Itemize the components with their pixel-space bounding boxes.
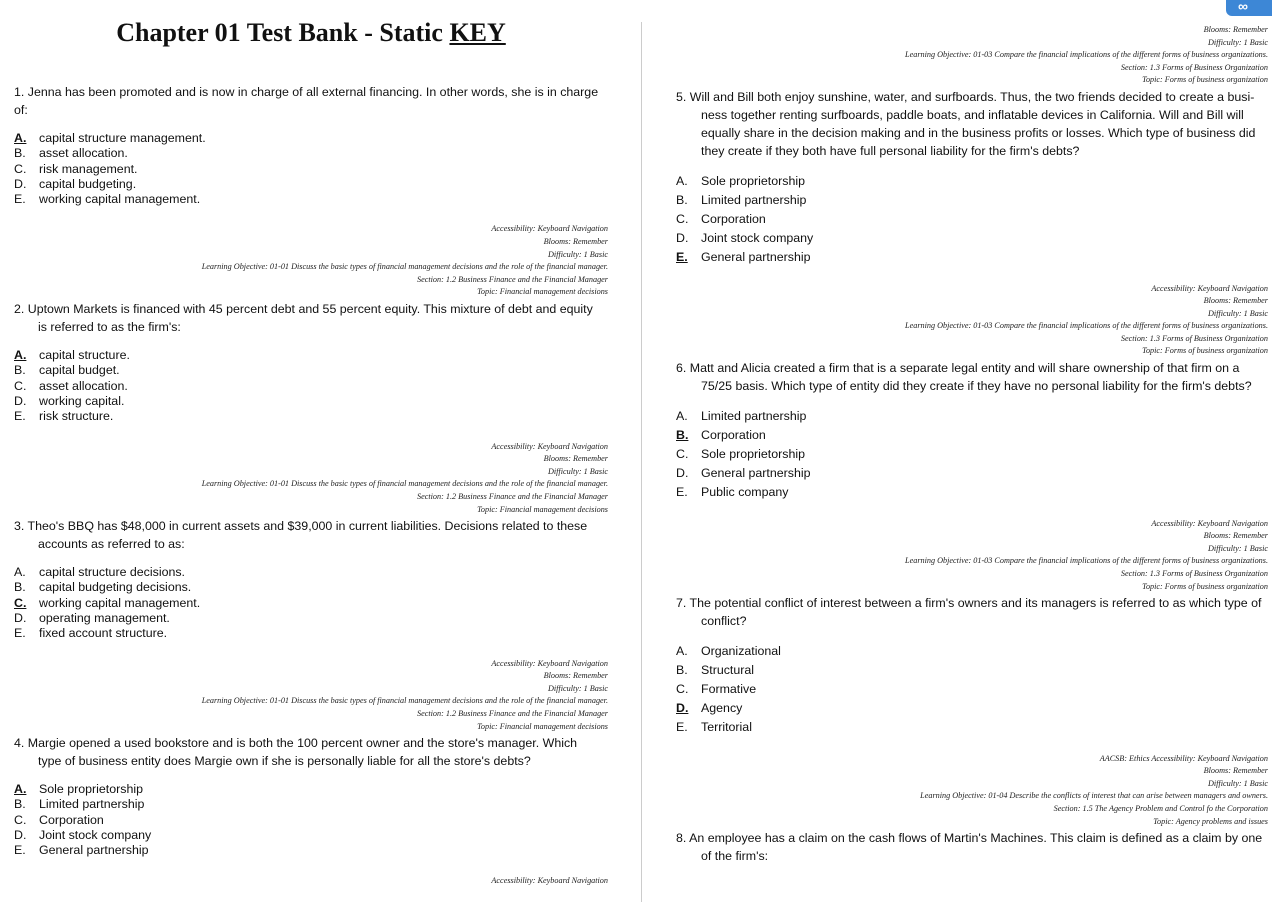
meta-line: Accessibility: Keyboard Navigation <box>491 224 608 234</box>
answer-option <box>14 363 608 378</box>
question-meta <box>14 875 608 888</box>
option-letter: E. <box>676 484 688 499</box>
option-text: Sole proprietorship <box>39 782 144 797</box>
option-text: Structural <box>701 663 755 678</box>
answer-option <box>676 661 1268 680</box>
meta-line: Topic: Forms of business organization <box>1142 75 1268 85</box>
question-text-continued: is referred to as the firm's: <box>38 320 181 335</box>
question-meta <box>676 24 1268 87</box>
question <box>14 83 608 119</box>
option-letter: D. <box>14 393 27 408</box>
answer-option <box>676 191 1268 210</box>
correct-answer-letter: A. <box>14 131 27 145</box>
right-column <box>676 24 1268 865</box>
option-text: capital structure decisions. <box>39 565 186 580</box>
option-letter: B. <box>676 192 688 207</box>
meta-line: Learning Objective: 01-01 Discuss the basic types of financial management decisions and the role of the financial manager. <box>201 696 608 706</box>
answer-options <box>676 172 1268 267</box>
meta-line: Topic: Agency problems and issues <box>1153 816 1268 826</box>
question <box>676 829 1268 865</box>
option-text: Joint stock company <box>39 828 152 843</box>
answer-option <box>14 162 608 177</box>
meta-line: Section: 1.3 Forms of Business Organization <box>1120 333 1268 343</box>
cloud-icon: ∞ <box>1238 0 1248 14</box>
meta-line: AACSB: Ethics Accessibility: Keyboard Navigation <box>1099 753 1268 763</box>
option-letter: B. <box>14 580 26 595</box>
option-letter: D. <box>14 176 27 191</box>
option-text: Public company <box>701 484 789 499</box>
option-letter: D. <box>14 610 27 625</box>
answer-option <box>14 580 608 595</box>
option-text: working capital. <box>39 393 125 408</box>
answer-option <box>14 596 608 611</box>
meta-line: Section: 1.3 Forms of Business Organization <box>1120 62 1268 72</box>
answer-option <box>676 426 1268 445</box>
question-text: 1. Jenna has been promoted and is now in charge of all external financing. In other words, she is in charge of: <box>14 85 599 117</box>
answer-option <box>14 626 608 641</box>
question <box>14 517 608 553</box>
answer-option <box>676 680 1268 699</box>
question-text: 5. Will and Bill both enjoy sunshine, water, and surfboards. Thus, the two friends decided to create a busi- <box>676 89 1255 104</box>
answer-option <box>14 394 608 409</box>
option-text: capital structure. <box>39 348 130 363</box>
option-letter: C. <box>14 812 27 827</box>
meta-line: Blooms: Remember <box>1203 296 1268 306</box>
badge-corner[interactable] <box>1226 0 1272 16</box>
answer-option <box>676 642 1268 661</box>
option-text: working capital management. <box>39 192 201 207</box>
question <box>676 594 1268 630</box>
meta-line: Learning Objective: 01-03 Compare the financial implications of the different forms of business organizations. <box>905 321 1268 331</box>
meta-line: Difficulty: 1 Basic <box>1207 778 1268 788</box>
question <box>14 300 608 336</box>
option-letter: E. <box>676 719 688 734</box>
option-text: Corporation <box>39 812 104 827</box>
option-text: Formative <box>701 681 757 696</box>
correct-answer-letter: A. <box>14 782 27 797</box>
option-letter: A. <box>676 644 688 659</box>
question-meta <box>14 658 608 734</box>
answer-option <box>14 797 608 812</box>
answer-options <box>14 565 608 641</box>
answer-option <box>676 210 1268 229</box>
option-letter: B. <box>14 797 26 812</box>
option-letter: E. <box>14 843 26 858</box>
meta-line: Difficulty: 1 Basic <box>547 466 608 476</box>
meta-line: Topic: Forms of business organization <box>1142 581 1268 591</box>
answer-option <box>676 172 1268 191</box>
question-meta <box>14 223 608 299</box>
title-key: KEY <box>449 18 506 47</box>
meta-line: Learning Objective: 01-01 Discuss the basic types of financial management decisions and the role of the financial manager. <box>201 479 608 489</box>
option-letter: A. <box>676 409 688 424</box>
question <box>676 88 1268 160</box>
option-text: General partnership <box>701 465 811 480</box>
meta-line: Learning Objective: 01-01 Discuss the basic types of financial management decisions and the role of the financial manager. <box>201 262 608 272</box>
meta-line: Learning Objective: 01-03 Compare the financial implications of the different forms of business organizations. <box>905 556 1268 566</box>
answer-option <box>676 483 1268 502</box>
option-text: capital structure management. <box>39 131 206 145</box>
meta-line: Blooms: Remember <box>1203 531 1268 541</box>
question-text: 8. An employee has a claim on the cash flows of Martin's Machines. This claim is defined as a claim by one <box>676 831 1263 846</box>
meta-line: Accessibility: Keyboard Navigation <box>491 875 608 885</box>
option-text: risk structure. <box>39 409 114 424</box>
answer-option <box>14 828 608 843</box>
option-text: Limited partnership <box>701 409 807 424</box>
option-text: fixed account structure. <box>39 626 168 641</box>
option-letter: D. <box>14 828 27 843</box>
meta-line: Section: 1.5 The Agency Problem and Control fo the Corporation <box>1053 804 1268 814</box>
correct-answer-letter: D. <box>676 700 689 715</box>
answer-options <box>676 407 1268 502</box>
answer-option <box>14 131 608 146</box>
option-letter: B. <box>14 363 26 378</box>
meta-line: Topic: Forms of business organization <box>1142 346 1268 356</box>
correct-answer-letter: C. <box>14 595 27 610</box>
meta-line: Topic: Financial management decisions <box>477 287 608 297</box>
option-text: capital budget. <box>39 363 120 378</box>
option-text: Agency <box>701 700 743 715</box>
page-title: Chapter 01 Test Bank - Static KEY <box>116 18 506 47</box>
column-divider <box>641 22 642 902</box>
correct-answer-letter: B. <box>676 427 689 442</box>
question-meta <box>676 283 1268 359</box>
meta-line: Topic: Financial management decisions <box>477 721 608 731</box>
answer-option <box>676 699 1268 718</box>
answer-option <box>676 464 1268 483</box>
option-text: asset allocation. <box>39 378 128 393</box>
meta-line: Blooms: Remember <box>1203 25 1268 34</box>
meta-line: Difficulty: 1 Basic <box>1207 37 1268 47</box>
question-text-continued: accounts as referred to as: <box>38 537 185 552</box>
meta-line: Learning Objective: 01-03 Compare the financial implications of the different forms of business organizations. <box>905 50 1268 60</box>
answer-option <box>676 407 1268 426</box>
option-letter: C. <box>676 681 689 696</box>
option-letter: E. <box>14 192 26 207</box>
correct-answer-letter: E. <box>676 249 688 264</box>
option-letter: E. <box>14 409 26 424</box>
option-letter: C. <box>14 161 27 176</box>
question-text-continued: 75/25 basis. Which type of entity did they create if they have no personal liability for the firm's debts? <box>701 379 1252 394</box>
option-letter: D. <box>676 465 689 480</box>
option-text: Corporation <box>701 211 766 226</box>
meta-line: Accessibility: Keyboard Navigation <box>1151 518 1268 528</box>
option-letter: C. <box>676 211 689 226</box>
question-text-continued: type of business entity does Margie own if she is personally liable for all the store's debts? <box>38 754 531 769</box>
question <box>676 359 1268 395</box>
meta-line: Section: 1.2 Business Finance and the Financial Manager <box>416 491 608 501</box>
meta-line: Accessibility: Keyboard Navigation <box>1151 283 1268 293</box>
meta-line: Blooms: Remember <box>1203 766 1268 776</box>
option-text: Sole proprietorship <box>701 173 806 188</box>
meta-line: Section: 1.2 Business Finance and the Financial Manager <box>416 708 608 718</box>
question-text: 6. Matt and Alicia created a firm that is a separate legal entity and will share ownership of that firm on a <box>676 361 1240 376</box>
answer-option <box>14 565 608 580</box>
answer-option <box>676 445 1268 464</box>
question-text: 2. Uptown Markets is financed with 45 percent debt and 55 percent equity. This mixture of debt and equity <box>14 302 593 317</box>
meta-line: Blooms: Remember <box>543 237 608 247</box>
meta-line: Accessibility: Keyboard Navigation <box>491 658 608 668</box>
option-text: General partnership <box>39 843 149 858</box>
answer-options <box>14 131 608 207</box>
option-text: Corporation <box>701 427 766 442</box>
meta-line: Difficulty: 1 Basic <box>547 683 608 693</box>
question-meta <box>14 441 608 517</box>
meta-line: Blooms: Remember <box>543 671 608 681</box>
question-meta <box>676 753 1268 829</box>
answer-option <box>14 146 608 161</box>
left-column <box>14 83 608 888</box>
option-letter: B. <box>14 146 26 161</box>
question-meta <box>676 518 1268 594</box>
answer-options <box>676 642 1268 737</box>
option-text: capital budgeting. <box>39 176 137 191</box>
meta-line: Topic: Financial management decisions <box>477 504 608 514</box>
answer-option <box>676 248 1268 267</box>
option-text: asset allocation. <box>39 146 128 161</box>
question-text: 4. Margie opened a used bookstore and is both the 100 percent owner and the store's manager. Which <box>14 736 578 751</box>
option-letter: C. <box>676 446 689 461</box>
meta-line: Difficulty: 1 Basic <box>1207 543 1268 553</box>
answer-option <box>14 409 608 424</box>
question <box>14 734 608 770</box>
answer-option <box>14 379 608 394</box>
question-text: 3. Theo's BBQ has $48,000 in current assets and $39,000 in current liabilities. Decisions related to these <box>14 519 588 534</box>
option-text: risk management. <box>39 161 138 176</box>
meta-line: Difficulty: 1 Basic <box>1207 308 1268 318</box>
question-text-continued: conflict? <box>701 614 747 629</box>
option-text: Organizational <box>701 644 781 659</box>
question-text-continued: of the firm's: <box>701 849 769 864</box>
answer-option <box>14 843 608 858</box>
answer-option <box>14 177 608 192</box>
option-text: Sole proprietorship <box>701 446 806 461</box>
option-text: capital budgeting decisions. <box>39 580 192 595</box>
option-letter: A. <box>14 565 26 580</box>
answer-option <box>14 611 608 626</box>
option-text: working capital management. <box>39 595 201 610</box>
option-letter: B. <box>676 663 688 678</box>
meta-line: Blooms: Remember <box>543 454 608 464</box>
answer-options <box>14 782 608 858</box>
answer-option <box>14 813 608 828</box>
correct-answer-letter: A. <box>14 348 27 363</box>
option-letter: A. <box>676 173 688 188</box>
meta-line: Difficulty: 1 Basic <box>547 249 608 259</box>
option-text: operating management. <box>39 610 170 625</box>
answer-option <box>14 348 608 363</box>
option-text: Joint stock company <box>701 230 814 245</box>
question-text-continued: ness together renting surfboards, paddle boats, and inflatable devices in California. Will and Bill will equally share in the decision making and in the business profits or losses. Which type of business did they create if they both have full personal liability for the firm's debts? <box>701 107 1256 158</box>
meta-line: Section: 1.2 Business Finance and the Financial Manager <box>416 274 608 284</box>
option-text: Limited partnership <box>701 192 807 207</box>
answer-option <box>676 718 1268 737</box>
answer-option <box>14 782 608 797</box>
meta-line: Accessibility: Keyboard Navigation <box>491 441 608 451</box>
answer-options <box>14 348 608 424</box>
option-text: Limited partnership <box>39 797 145 812</box>
option-text: Territorial <box>701 719 752 734</box>
meta-line: Learning Objective: 01-04 Describe the conflicts of interest that can arise between managers and owners. <box>920 791 1268 801</box>
question-text: 7. The potential conflict of interest between a firm's owners and its managers is referred to as which type of <box>676 596 1262 611</box>
option-letter: E. <box>14 626 26 641</box>
option-letter: C. <box>14 378 27 393</box>
answer-option <box>676 229 1268 248</box>
meta-line: Section: 1.3 Forms of Business Organization <box>1120 568 1268 578</box>
option-text: General partnership <box>701 249 811 264</box>
answer-option <box>14 192 608 207</box>
option-letter: D. <box>676 230 689 245</box>
